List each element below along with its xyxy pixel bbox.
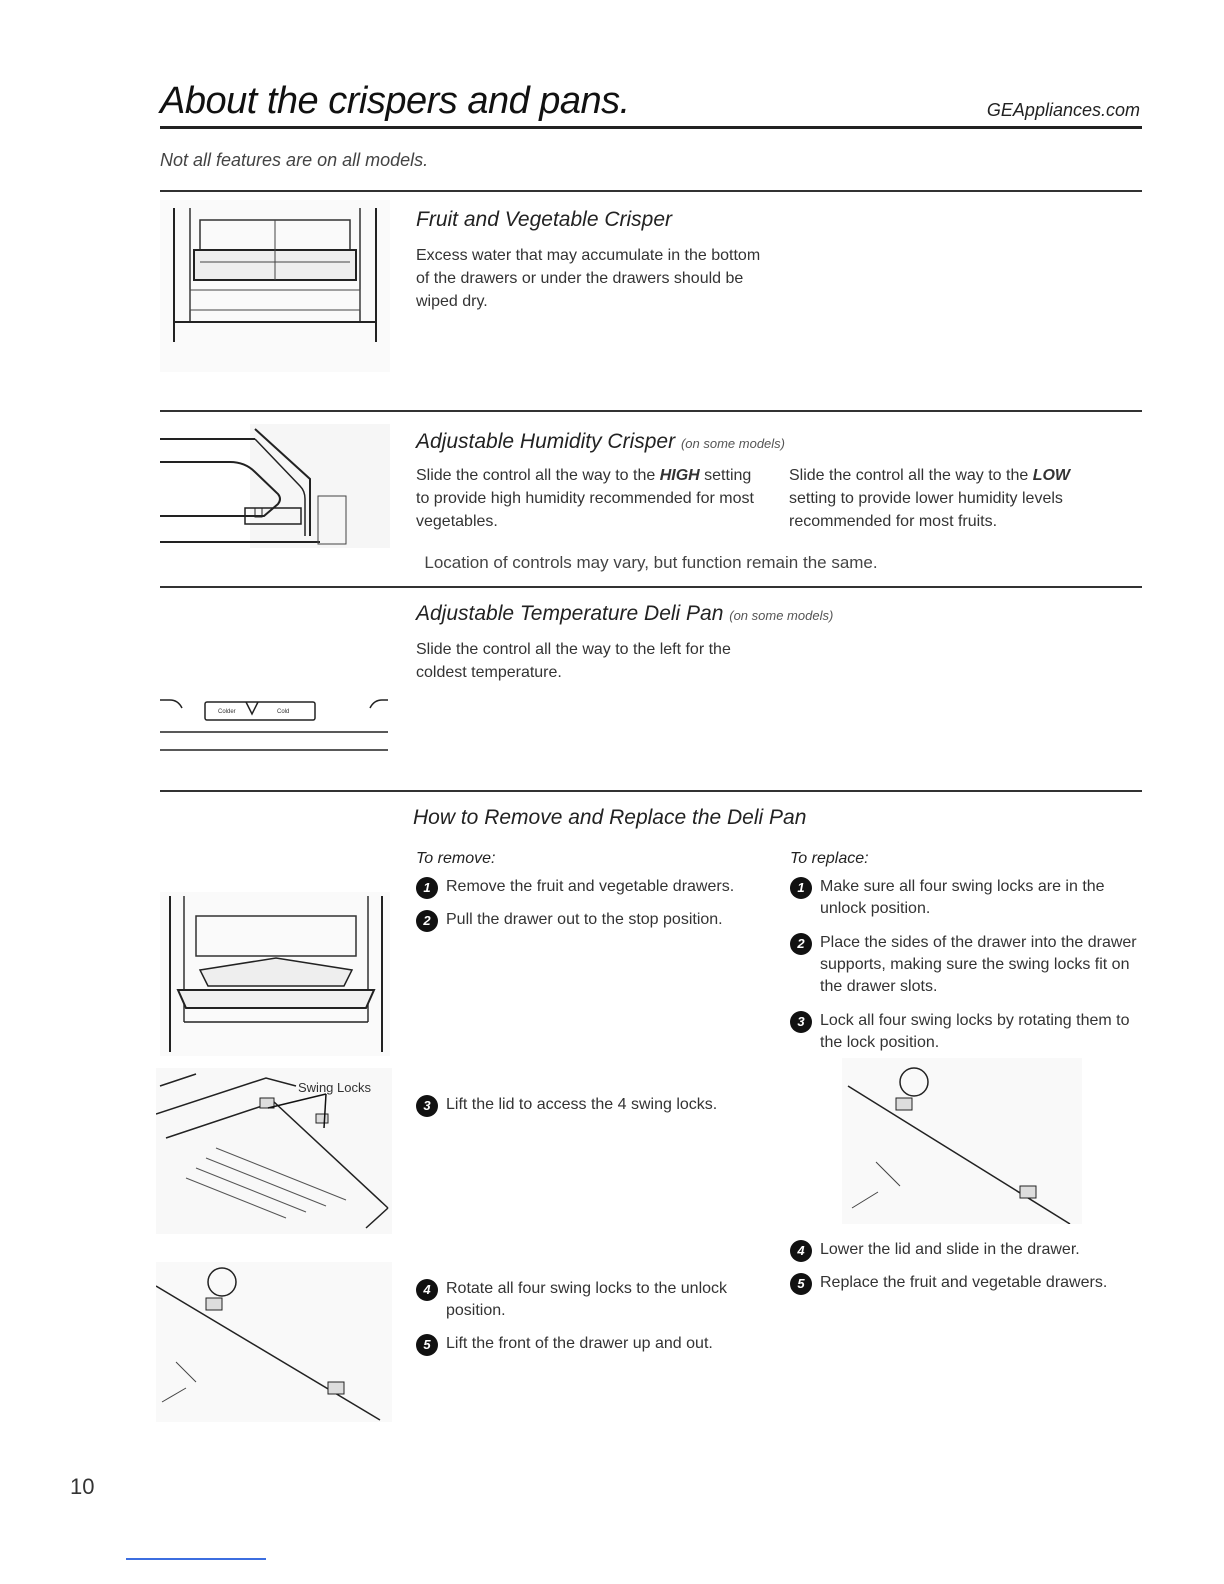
replace-step-1 <box>790 876 1140 920</box>
humidity-low-text <box>789 464 1119 533</box>
controls-location-note: Location of controls may vary, but function remain the same. <box>424 553 878 572</box>
rotate-lock-illustration <box>156 1262 392 1422</box>
page-title: About the crispers and pans. <box>160 80 630 122</box>
swing-locks-label: Swing Locks <box>298 1080 371 1095</box>
website-label: GEAppliances.com <box>986 100 1140 120</box>
remove-step-text: Lift the lid to access the 4 swing locks. <box>446 1096 718 1113</box>
step-number-badge: 2 <box>416 910 438 932</box>
replace-step-3 <box>790 1010 1140 1054</box>
remove-step-text: Pull the drawer out to the stop position. <box>446 911 723 928</box>
step-number-badge: 2 <box>790 933 812 955</box>
page-number: 10 <box>70 1474 95 1499</box>
remove-step-text: Lift the front of the drawer up and out. <box>446 1335 713 1352</box>
models-note: Not all features are on all models. <box>160 150 429 170</box>
remove-step-4 <box>416 1278 761 1322</box>
replace-step-text: Replace the fruit and vegetable drawers. <box>820 1274 1108 1291</box>
replace-step-2 <box>790 932 1140 998</box>
deli-heading <box>416 602 833 626</box>
step-number-badge: 5 <box>416 1334 438 1356</box>
remove-step-2 <box>416 909 766 932</box>
deli-pan-control-illustration <box>160 600 390 764</box>
footer-accent-line <box>126 1558 266 1560</box>
replace-step-4 <box>790 1239 1140 1262</box>
dial-left-label: Colder <box>218 709 236 715</box>
dial-right-label: Cold <box>277 709 290 715</box>
remove-step-1 <box>416 876 766 899</box>
replace-step-text: Make sure all four swing locks are in the unlock position. <box>820 878 1105 917</box>
deli-body: Slide the control all the way to the left for the coldest temperature. <box>416 641 731 681</box>
fruit-crisper-body: Excess water that may accumulate in the bottom of the drawers or under the drawers should be wiped dry. <box>416 247 761 310</box>
remove-step-3 <box>416 1094 766 1117</box>
header-rule <box>160 126 1142 129</box>
replace-step-text: Lock all four swing locks by rotating them to the lock position. <box>820 1012 1130 1051</box>
section-divider <box>160 790 1142 792</box>
section-divider <box>160 586 1142 588</box>
humidity-heading-text: Adjustable Humidity Crisper <box>416 430 676 453</box>
drawer-pull-illustration <box>160 892 390 1056</box>
remove-step-5 <box>416 1333 766 1356</box>
deli-qualifier: (on some models) <box>729 608 834 623</box>
section-divider <box>160 410 1142 412</box>
remove-step-text: Remove the fruit and vegetable drawers. <box>446 878 735 895</box>
lock-position-illustration <box>842 1058 1082 1224</box>
remove-step-text: Rotate all four swing locks to the unlock position. <box>446 1280 728 1319</box>
humidity-high-post: setting to provide high humidity recommended for most vegetables. <box>416 467 754 530</box>
humidity-low-post: setting to provide lower humidity levels recommended for most fruits. <box>789 490 1063 530</box>
replace-step-5 <box>790 1272 1140 1295</box>
remove-replace-heading: How to Remove and Replace the Deli Pan <box>413 806 807 829</box>
replace-step-text: Lower the lid and slide in the drawer. <box>820 1241 1080 1258</box>
section-divider <box>160 190 1142 192</box>
humidity-high-word: HIGH <box>659 467 700 484</box>
step-number-badge: 4 <box>416 1279 438 1301</box>
to-remove-label: To remove: <box>416 850 496 867</box>
step-number-badge: 5 <box>790 1273 812 1295</box>
swing-locks-illustration <box>156 1068 392 1234</box>
humidity-control-illustration <box>160 424 390 548</box>
humidity-qualifier: (on some models) <box>680 436 785 451</box>
step-number-badge: 1 <box>416 877 438 899</box>
step-number-badge: 3 <box>416 1095 438 1117</box>
step-number-badge: 4 <box>790 1240 812 1262</box>
humidity-low-word: LOW <box>1032 467 1071 484</box>
humidity-high-pre: Slide the control all the way to the <box>416 467 660 484</box>
humidity-low-pre: Slide the control all the way to the <box>789 467 1033 484</box>
fruit-crisper-heading: Fruit and Vegetable Crisper <box>416 208 673 231</box>
crisper-illustration <box>160 200 390 372</box>
step-number-badge: 1 <box>790 877 812 899</box>
step-number-badge: 3 <box>790 1011 812 1033</box>
to-replace-label: To replace: <box>790 850 869 867</box>
deli-heading-text: Adjustable Temperature Deli Pan <box>416 602 724 625</box>
replace-step-text: Place the sides of the drawer into the drawer supports, making sure the swing locks fit on the drawer slots. <box>820 934 1137 995</box>
humidity-high-text <box>416 464 756 533</box>
humidity-heading <box>416 430 785 454</box>
